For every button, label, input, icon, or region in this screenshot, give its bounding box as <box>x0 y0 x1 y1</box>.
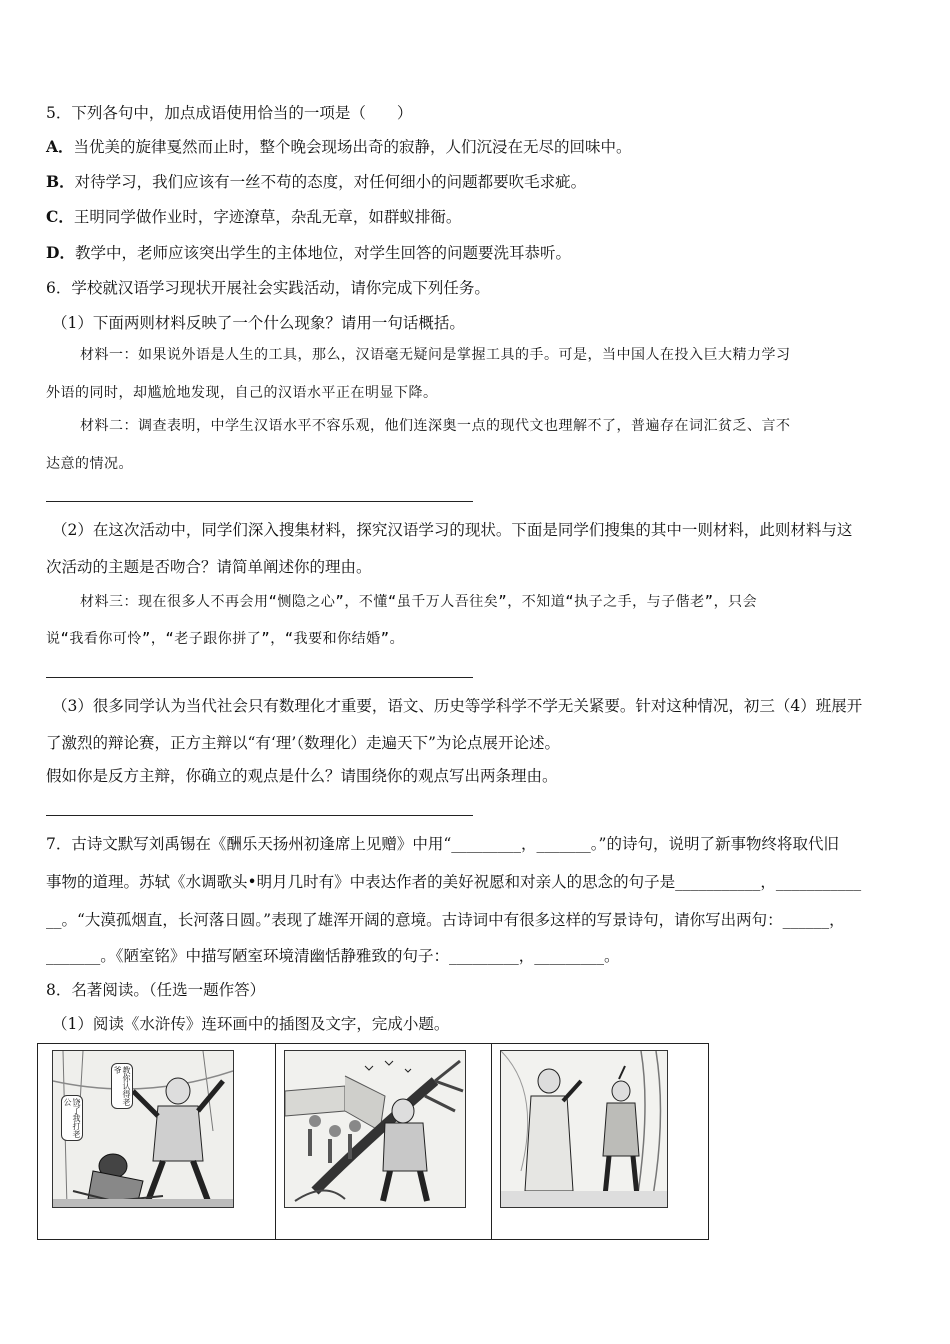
comic-panel-2 <box>276 1044 492 1239</box>
material-1-line1: 材料一：如果说外语是人生的工具，那么，汉语毫无疑问是掌握工具的手。可是，当中国人在投入巨大精力学习 <box>80 347 791 363</box>
q5-option-a[interactable] <box>46 137 632 157</box>
material-2-line2: 达意的情况。 <box>46 456 133 472</box>
option-label: B． <box>46 172 75 191</box>
comic-panel-1 <box>38 1044 276 1239</box>
q6-part3-prompt-line3: 假如你是反方主辩，你确立的观点是什么？请围绕你的观点写出两条理由。 <box>46 767 558 785</box>
speech-bubble: 教你认得老爷 <box>111 1063 133 1109</box>
q7-line2[interactable]: 事物的道理。苏轼《水调歌头•明月几时有》中表达作者的美好祝愿和对亲人的思念的句子是___________，___________ <box>46 873 862 891</box>
comic-panel-table <box>37 1043 709 1240</box>
material-2-line1: 材料二：调查表明，中学生汉语水平不容乐观，他们连深奥一点的现代文也理解不了，普遍存在词汇贫乏、言不 <box>80 418 791 434</box>
q6-part3-prompt-line2: 了激烈的辩论赛，正方主辩以“有‘理’（数理化）走遍天下”为论点展开论述。 <box>46 734 560 752</box>
comic-panel-3 <box>492 1044 708 1239</box>
q7-line3[interactable]: __。“大漠孤烟直，长河落日圆。”表现了雄浑开阔的意境。古诗词中有很多这样的写景诗句，请你写出两句：______， <box>46 911 845 929</box>
q7-line4[interactable]: _______。《陋室铭》中描写陋室环境清幽恬静雅致的句子：_________，_________。 <box>46 947 620 965</box>
answer-line[interactable] <box>46 815 473 816</box>
speech-bubble: 饶了我打老公 <box>61 1095 83 1141</box>
meeting-scene-drawing <box>501 1051 667 1207</box>
q6-part2-prompt-line2: 次活动的主题是否吻合？请简单阐述你的理由。 <box>46 558 372 576</box>
option-text: 王明同学做作业时，字迹潦草，杂乱无章，如群蚁排衙。 <box>73 208 462 226</box>
option-label: A． <box>46 137 74 156</box>
q5-stem: 5．下列各句中，加点成语使用恰当的一项是（ ） <box>46 104 413 122</box>
uproot-tree-drawing <box>285 1051 465 1207</box>
q7-line1[interactable]: 7．古诗文默写刘禹锡在《酬乐天扬州初逢席上见赠》中用“_________，_______。”的诗句，说明了新事物终将取代旧 <box>46 835 839 853</box>
q8-stem: 8．名著阅读。（任选一题作答） <box>46 981 266 999</box>
material-3-line2: 说“我看你可怜”，“老子跟你拼了”，“我要和你结婚”。 <box>46 631 405 647</box>
q8-part1-prompt: （1）阅读《水浒传》连环画中的插图及文字，完成小题。 <box>52 1015 450 1033</box>
option-text: 对待学习，我们应该有一丝不苟的态度，对任何细小的问题都要吹毛求疵。 <box>74 173 587 191</box>
option-text: 教学中，老师应该突出学生的主体地位，对学生回答的问题要洗耳恭听。 <box>74 244 571 262</box>
q6-part3-prompt-line1: （3）很多同学认为当代社会只有数理化才重要，语文、历史等学科学不学无关紧要。针对这种情况，初三（4）班展开 <box>52 697 863 715</box>
q6-stem: 6．学校就汉语学习现状开展社会实践活动，请你完成下列任务。 <box>46 279 490 297</box>
material-1-line2: 外语的同时，却尴尬地发现，自己的汉语水平正在明显下降。 <box>46 385 438 401</box>
q5-option-c[interactable] <box>46 207 461 227</box>
comic-illustration-meeting <box>500 1050 668 1208</box>
option-label: C． <box>46 207 74 226</box>
q5-option-d[interactable] <box>46 243 571 263</box>
comic-illustration-uproot-tree <box>284 1050 466 1208</box>
material-3-line1: 材料三：现在很多人不再会用“恻隐之心”，不懂“虽千万人吾往矣”，不知道“执子之手，与子偕老”，只会 <box>80 594 758 610</box>
q5-option-b[interactable] <box>46 172 586 192</box>
q6-part2-prompt-line1: （2）在这次活动中，同学们深入搜集材料，探究汉语学习的现状。下面是同学们搜集的其中一则材料，此则材料与这 <box>52 521 853 539</box>
option-text: 当优美的旋律戛然而止时，整个晚会现场出奇的寂静，人们沉浸在无尽的回味中。 <box>73 138 632 156</box>
option-label: D． <box>46 243 75 262</box>
answer-line[interactable] <box>46 501 473 502</box>
q6-part1-prompt: （1）下面两则材料反映了一个什么现象？请用一句话概括。 <box>52 314 465 332</box>
comic-illustration-fight <box>52 1050 234 1208</box>
answer-line[interactable] <box>46 677 473 678</box>
